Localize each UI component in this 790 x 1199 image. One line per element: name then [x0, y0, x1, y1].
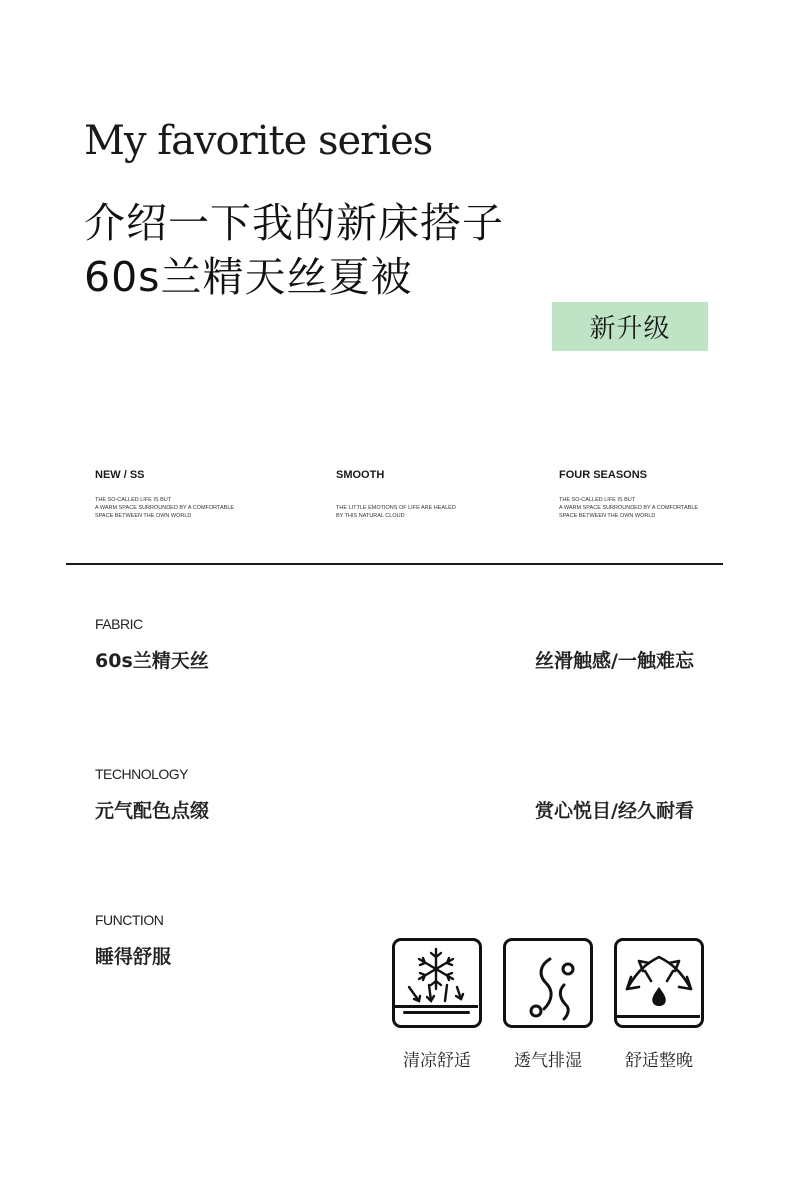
- section-left-function: 睡得舒服: [95, 946, 172, 968]
- feature-desc-line: THE SO-CALLED LIFE IS BUT: [95, 497, 172, 503]
- section-right-fabric: 丝滑触感/一触难忘: [535, 650, 694, 672]
- feature-desc-line: A WARM SPACE SURROUNDED BY A COMFORTABLE: [559, 505, 699, 511]
- feature-desc-line: THE SO-CALLED LIFE IS BUT: [559, 497, 636, 503]
- upgrade-badge: [552, 302, 708, 351]
- feature-desc-four-seasons: [559, 496, 698, 520]
- script-title: My favorite series: [84, 118, 433, 164]
- icon-label-cooling: 清凉舒适: [403, 1051, 471, 1071]
- feature-title-smooth: SMOOTH: [336, 469, 385, 481]
- feature-desc-line: SPACE BETWEEN THE OWN WORLD: [95, 513, 192, 519]
- feature-desc-line: SPACE BETWEEN THE OWN WORLD: [559, 513, 656, 519]
- headline-line-1: 介绍一下我的新床搭子: [84, 199, 504, 247]
- snowflake-icon: [392, 938, 482, 1028]
- section-label-technology: TECHNOLOGY: [95, 766, 189, 782]
- feature-desc-new-ss: [95, 496, 234, 520]
- headline-line-2: 60s兰精天丝夏被: [84, 253, 413, 301]
- section-divider: [66, 563, 723, 565]
- comfort-droplet-icon: [614, 938, 704, 1028]
- icon-label-comfort: 舒适整晚: [625, 1051, 693, 1071]
- upgrade-badge-label: 新升级: [589, 314, 671, 344]
- feature-title-four-seasons: FOUR SEASONS: [559, 469, 648, 481]
- feature-desc-smooth: [336, 504, 456, 520]
- feature-desc-line: BY THIS NATURAL CLOUD: [336, 513, 405, 519]
- section-left-technology: 元气配色点缀: [95, 800, 210, 822]
- section-right-technology: 赏心悦目/经久耐看: [535, 800, 694, 822]
- moisture-wicking-icon: [503, 938, 593, 1028]
- section-label-fabric: FABRIC: [95, 616, 143, 632]
- icon-label-breathable: 透气排湿: [514, 1051, 582, 1071]
- section-label-function: FUNCTION: [95, 912, 164, 928]
- feature-title-new-ss: NEW / SS: [95, 469, 145, 481]
- feature-desc-line: THE LITTLE EMOTIONS OF LIFE ARE HEALED: [336, 505, 456, 511]
- feature-desc-line: A WARM SPACE SURROUNDED BY A COMFORTABLE: [95, 505, 235, 511]
- section-left-fabric: 60s兰精天丝: [95, 650, 209, 672]
